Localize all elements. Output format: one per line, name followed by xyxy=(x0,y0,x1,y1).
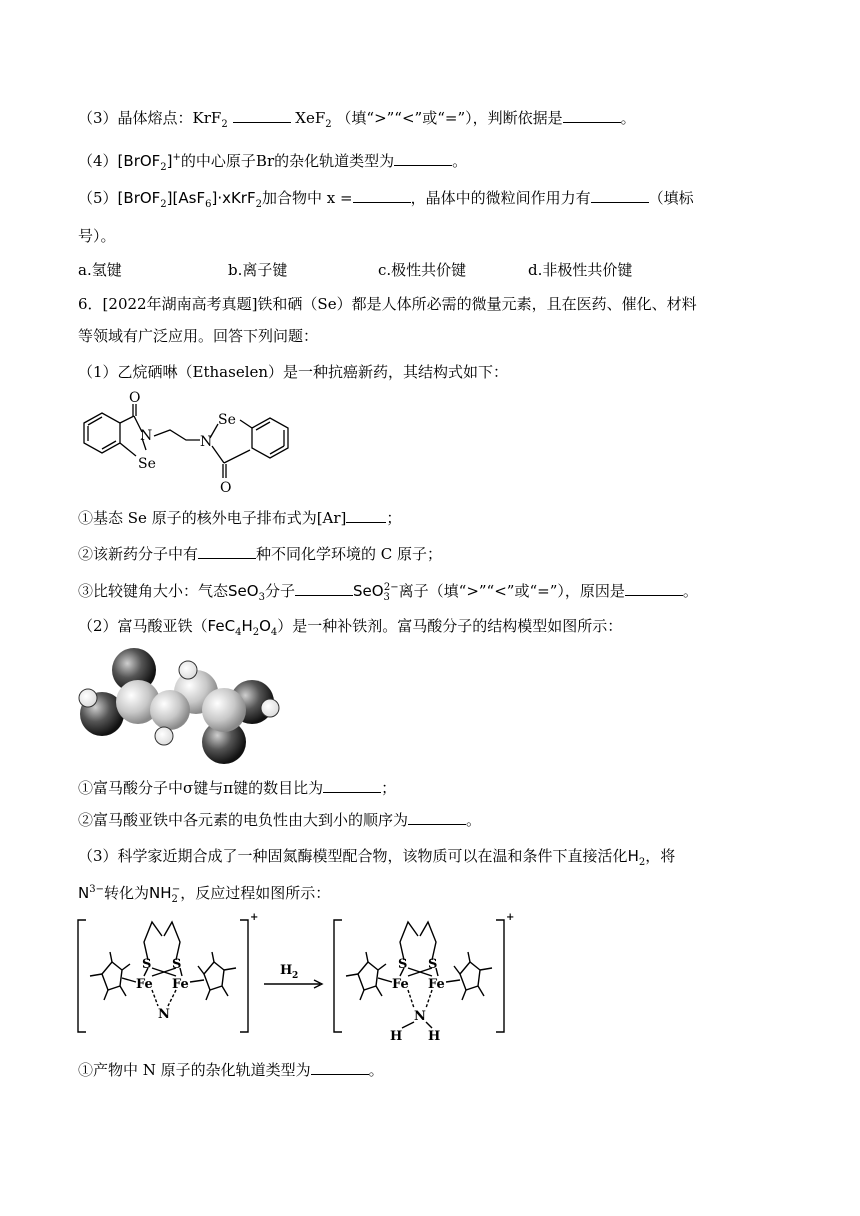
text: 。 xyxy=(466,811,482,829)
q3-text: 。 xyxy=(620,109,636,127)
atom-label: Fe xyxy=(136,977,153,992)
options-row xyxy=(78,260,778,280)
answer-blank[interactable] xyxy=(353,188,411,203)
answer-blank[interactable] xyxy=(295,581,353,596)
option-a[interactable]: a.氢键 xyxy=(78,261,122,279)
formula: H xyxy=(627,847,639,865)
text: ，将 xyxy=(645,847,676,865)
text: 转化为 xyxy=(103,884,149,902)
sub-question-3: ③比较键角大小：气态SeO$_3$分子 SeO$_3^{2-}$离子（填“>”“<”或“=”），原因是 。 xyxy=(78,582,698,603)
answer-blank[interactable] xyxy=(198,544,256,559)
atom-label: O xyxy=(129,390,141,406)
reagent-label: 2 xyxy=(292,971,299,981)
formula: N xyxy=(78,884,90,902)
atom-label: Fe xyxy=(428,977,445,992)
text: ①产物中 N 原子的杂化轨道类型为 xyxy=(78,1061,311,1079)
answer-blank[interactable] xyxy=(311,1060,369,1075)
answer-blank[interactable] xyxy=(233,108,291,123)
part-2-heading: （2）富马酸亚铁$(FeC_4H_2O_4)$是一种补铁剂。富马酸分子的结构模型如图所示： xyxy=(78,617,623,638)
atom-label: H xyxy=(428,1029,441,1044)
text: ③比较键角大小：气态 xyxy=(78,582,229,600)
part-1-heading: （1）乙烷硒啉（Ethaselen）是一种抗癌新药，其结构式如下： xyxy=(78,363,509,381)
text: 。 xyxy=(368,1061,384,1079)
text: 离子（填“>”“<”或“=”），原因是 xyxy=(398,582,625,600)
atom-label: N xyxy=(414,1009,426,1024)
atom-label: N xyxy=(140,428,153,444)
atom-label: Se xyxy=(218,412,236,428)
q4-text: （4） xyxy=(78,152,118,170)
answer-blank[interactable] xyxy=(625,581,683,596)
text: ； xyxy=(381,779,397,797)
formula: [BrOF xyxy=(117,189,161,207)
q4-line: （4）[BrOF$_2$]+的中心原子Br的杂化轨道类型为 。 xyxy=(78,152,468,173)
atom-label: N xyxy=(200,434,213,450)
part-3-heading: （3）科学家近期合成了一种固氮酶模型配合物，该物质可以在温和条件下直接活化$H_2$，将 xyxy=(78,847,676,868)
q5-text: 加合物中 x = xyxy=(261,189,353,207)
q5-text: ，晶体中的微粒间作用力有 xyxy=(410,189,591,207)
atom-label: Fe xyxy=(392,977,409,992)
question-6-stem: 等领域有广泛应用。回答下列问题： xyxy=(78,327,319,345)
sub-question-2-1 xyxy=(78,778,396,798)
formula: ][AsF xyxy=(166,189,206,207)
text: 。 xyxy=(682,582,698,600)
formula: O xyxy=(259,617,271,635)
formula: [BrOF xyxy=(117,152,161,170)
answer-blank[interactable] xyxy=(346,508,386,523)
text: ②富马酸亚铁中各元素的电负性由大到小的顺序为 xyxy=(78,811,409,829)
atom-label: S xyxy=(428,957,438,972)
atom-label: Se xyxy=(138,456,156,472)
text: ①基态 Se 原子的核外电子排布式为[Ar] xyxy=(78,509,347,527)
q3-line: （3）晶体熔点：KrF$_2$ XeF$_2$ （填“>”“<”或“=”），判断依据是 。 xyxy=(78,109,636,130)
answer-blank[interactable] xyxy=(323,778,381,793)
text: 种不同化学环境的 C 原子； xyxy=(256,545,443,563)
formula: SeO xyxy=(352,582,384,600)
text: （3）科学家近期合成了一种固氮酶模型配合物，该物质可以在温和条件下直接活化 xyxy=(78,847,628,865)
q3-text: （3）晶体熔点：KrF xyxy=(78,109,222,127)
charge-label: + xyxy=(250,912,259,923)
formula: SeO xyxy=(228,582,259,600)
part-3-heading-2: $N^{3-}$转化为$NH_2^-$，反应过程如图所示： xyxy=(78,884,331,905)
text: ）是一种补铁剂。富马酸分子的结构模型如图所示： xyxy=(277,617,623,635)
sub-question-1 xyxy=(78,508,401,528)
atom-label: S xyxy=(142,957,152,972)
ethaselen-structure xyxy=(76,388,296,498)
option-d[interactable]: d.非极性共价键 xyxy=(528,261,633,279)
reaction-scheme xyxy=(72,912,515,1044)
answer-blank[interactable] xyxy=(563,108,621,123)
q5-line: （5）[BrOF$_2$][AsF$_6$]·xKrF$_2$加合物中 x = ，晶体中的微粒间作用力有 （填标 xyxy=(78,189,694,210)
q5-text: 号）。 xyxy=(78,227,116,245)
q5-text: （填标 xyxy=(648,189,694,207)
atom-label: H xyxy=(390,1029,403,1044)
atom-label: O xyxy=(220,480,232,496)
sub-question-3-1 xyxy=(78,1060,384,1080)
text: （2）富马酸亚铁（ xyxy=(78,617,208,635)
charge-label: + xyxy=(506,912,515,923)
reagent-label: H xyxy=(280,963,293,978)
text: ①富马酸分子中σ键与π键的数目比为 xyxy=(78,779,324,797)
text: ； xyxy=(386,509,402,527)
option-c[interactable]: c.极性共价键 xyxy=(378,261,467,279)
q4-text: 。 xyxy=(452,152,468,170)
formula: FeC xyxy=(207,617,236,635)
formula: ] xyxy=(166,152,173,170)
q5-line2 xyxy=(78,226,116,246)
text: ，反应过程如图所示： xyxy=(180,884,331,902)
atom-label: Fe xyxy=(172,977,189,992)
atom-label: S xyxy=(172,957,182,972)
sub-question-2-2 xyxy=(78,810,481,830)
atom-label: N xyxy=(158,1007,170,1022)
q5-text: （5） xyxy=(78,189,118,207)
answer-blank[interactable] xyxy=(591,188,649,203)
sub-question-2 xyxy=(78,544,442,564)
text: ②该新药分子中有 xyxy=(78,545,199,563)
q3-text: XeF xyxy=(295,109,326,127)
formula: ]·xKrF xyxy=(211,189,256,207)
formula: H xyxy=(241,617,253,635)
q3-text: （填“>”“<”或“=”），判断依据是 xyxy=(336,109,563,127)
question-6-stem: 6．[2022年湖南高考真题]铁和硒（Se）都是人体所必需的微量元素，且在医药、催化、材料 xyxy=(78,295,697,313)
option-b[interactable]: b.离子键 xyxy=(228,261,288,279)
formula: NH xyxy=(149,884,172,902)
answer-blank[interactable] xyxy=(394,151,452,166)
answer-blank[interactable] xyxy=(408,810,466,825)
text: 分子 xyxy=(264,582,295,600)
atom-label: S xyxy=(398,957,408,972)
q4-text: 的中心原子Br的杂化轨道类型为 xyxy=(180,152,395,170)
fumaric-acid-model xyxy=(76,646,286,768)
